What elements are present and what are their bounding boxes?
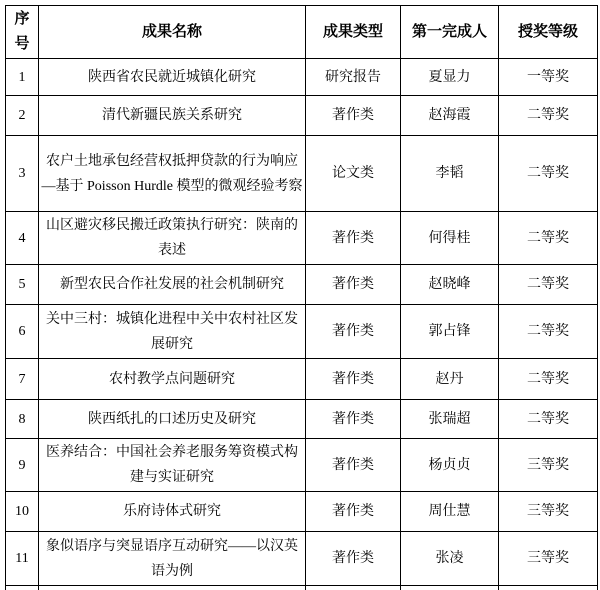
table-row (6, 265, 598, 305)
achievement-type: 著作类 (306, 305, 401, 359)
achievement-type: 论文类 (306, 136, 401, 212)
header-row (6, 6, 598, 59)
table-row (6, 359, 598, 400)
achievement-type (306, 586, 401, 590)
award-level: 二等奖 (499, 96, 598, 136)
first-author: 何得桂 (401, 212, 499, 265)
row-number: 9 (6, 439, 39, 492)
achievement-type: 著作类 (306, 212, 401, 265)
table-row (6, 492, 598, 532)
achievement-type: 著作类 (306, 439, 401, 492)
achievement-name: 医养结合：中国社会养老服务筹资模式构建与实证研究 (39, 439, 306, 492)
achievement-name: 象似语序与突显语序互动研究——以汉英语为例 (39, 532, 306, 586)
header-achievement-name: 成果名称 (39, 6, 306, 59)
row-number: 7 (6, 359, 39, 400)
row-number (6, 586, 39, 590)
achievement-type: 著作类 (306, 532, 401, 586)
first-author: 张凌 (401, 532, 499, 586)
first-author: 赵海霞 (401, 96, 499, 136)
achievement-name: 农村教学点问题研究 (39, 359, 306, 400)
achievement-name: 清代新疆民族关系研究 (39, 96, 306, 136)
award-level: 二等奖 (499, 136, 598, 212)
first-author: 杨贞贞 (401, 439, 499, 492)
row-number: 5 (6, 265, 39, 305)
award-level: 二等奖 (499, 400, 598, 439)
table-row (6, 96, 598, 136)
row-number: 3 (6, 136, 39, 212)
achievement-name: 农户土地承包经营权抵押贷款的行为响应—基于 Poisson Hurdle 模型的微观经验考察 (39, 136, 306, 212)
table-row (6, 532, 598, 586)
award-level: 二等奖 (499, 212, 598, 265)
row-number: 6 (6, 305, 39, 359)
achievement-name: 陕西省农民就近城镇化研究 (39, 59, 306, 96)
award-level: 二等奖 (499, 265, 598, 305)
award-level: 二等奖 (499, 359, 598, 400)
achievement-name: 山区避灾移民搬迁政策执行研究：陕南的表述 (39, 212, 306, 265)
achievement-type: 著作类 (306, 265, 401, 305)
award-level: 一等奖 (499, 59, 598, 96)
achievement-type: 著作类 (306, 96, 401, 136)
first-author: 张瑞超 (401, 400, 499, 439)
table-row (6, 136, 598, 212)
table-row (6, 305, 598, 359)
achievement-name: 新型农民合作社发展的社会机制研究 (39, 265, 306, 305)
achievement-type: 著作类 (306, 400, 401, 439)
award-level: 三等奖 (499, 532, 598, 586)
header-achievement-type: 成果类型 (306, 6, 401, 59)
achievement-name: 陕西纸扎的口述历史及研究 (39, 400, 306, 439)
row-number: 2 (6, 96, 39, 136)
first-author: 夏显力 (401, 59, 499, 96)
row-number: 11 (6, 532, 39, 586)
first-author (401, 586, 499, 590)
table-row (6, 400, 598, 439)
first-author: 李韬 (401, 136, 499, 212)
achievement-name: 乐府诗体式研究 (39, 492, 306, 532)
award-level: 三等奖 (499, 439, 598, 492)
header-first-author: 第一完成人 (401, 6, 499, 59)
table-row (6, 439, 598, 492)
achievement-name (39, 586, 306, 590)
row-number: 4 (6, 212, 39, 265)
first-author: 赵晓峰 (401, 265, 499, 305)
achievement-type: 著作类 (306, 492, 401, 532)
row-number: 10 (6, 492, 39, 532)
table-row-partial (6, 586, 598, 590)
achievement-type: 研究报告 (306, 59, 401, 96)
header-award-level: 授奖等级 (499, 6, 598, 59)
first-author: 赵丹 (401, 359, 499, 400)
row-number: 8 (6, 400, 39, 439)
table-row (6, 212, 598, 265)
achievement-type: 著作类 (306, 359, 401, 400)
first-author: 郭占锋 (401, 305, 499, 359)
table-row (6, 59, 598, 96)
award-level (499, 586, 598, 590)
row-number: 1 (6, 59, 39, 96)
award-level: 二等奖 (499, 305, 598, 359)
first-author: 周仕慧 (401, 492, 499, 532)
header-serial-number: 序号 (6, 6, 39, 59)
achievement-name: 关中三村：城镇化进程中关中农村社区发展研究 (39, 305, 306, 359)
awards-table (5, 5, 598, 590)
award-level: 三等奖 (499, 492, 598, 532)
